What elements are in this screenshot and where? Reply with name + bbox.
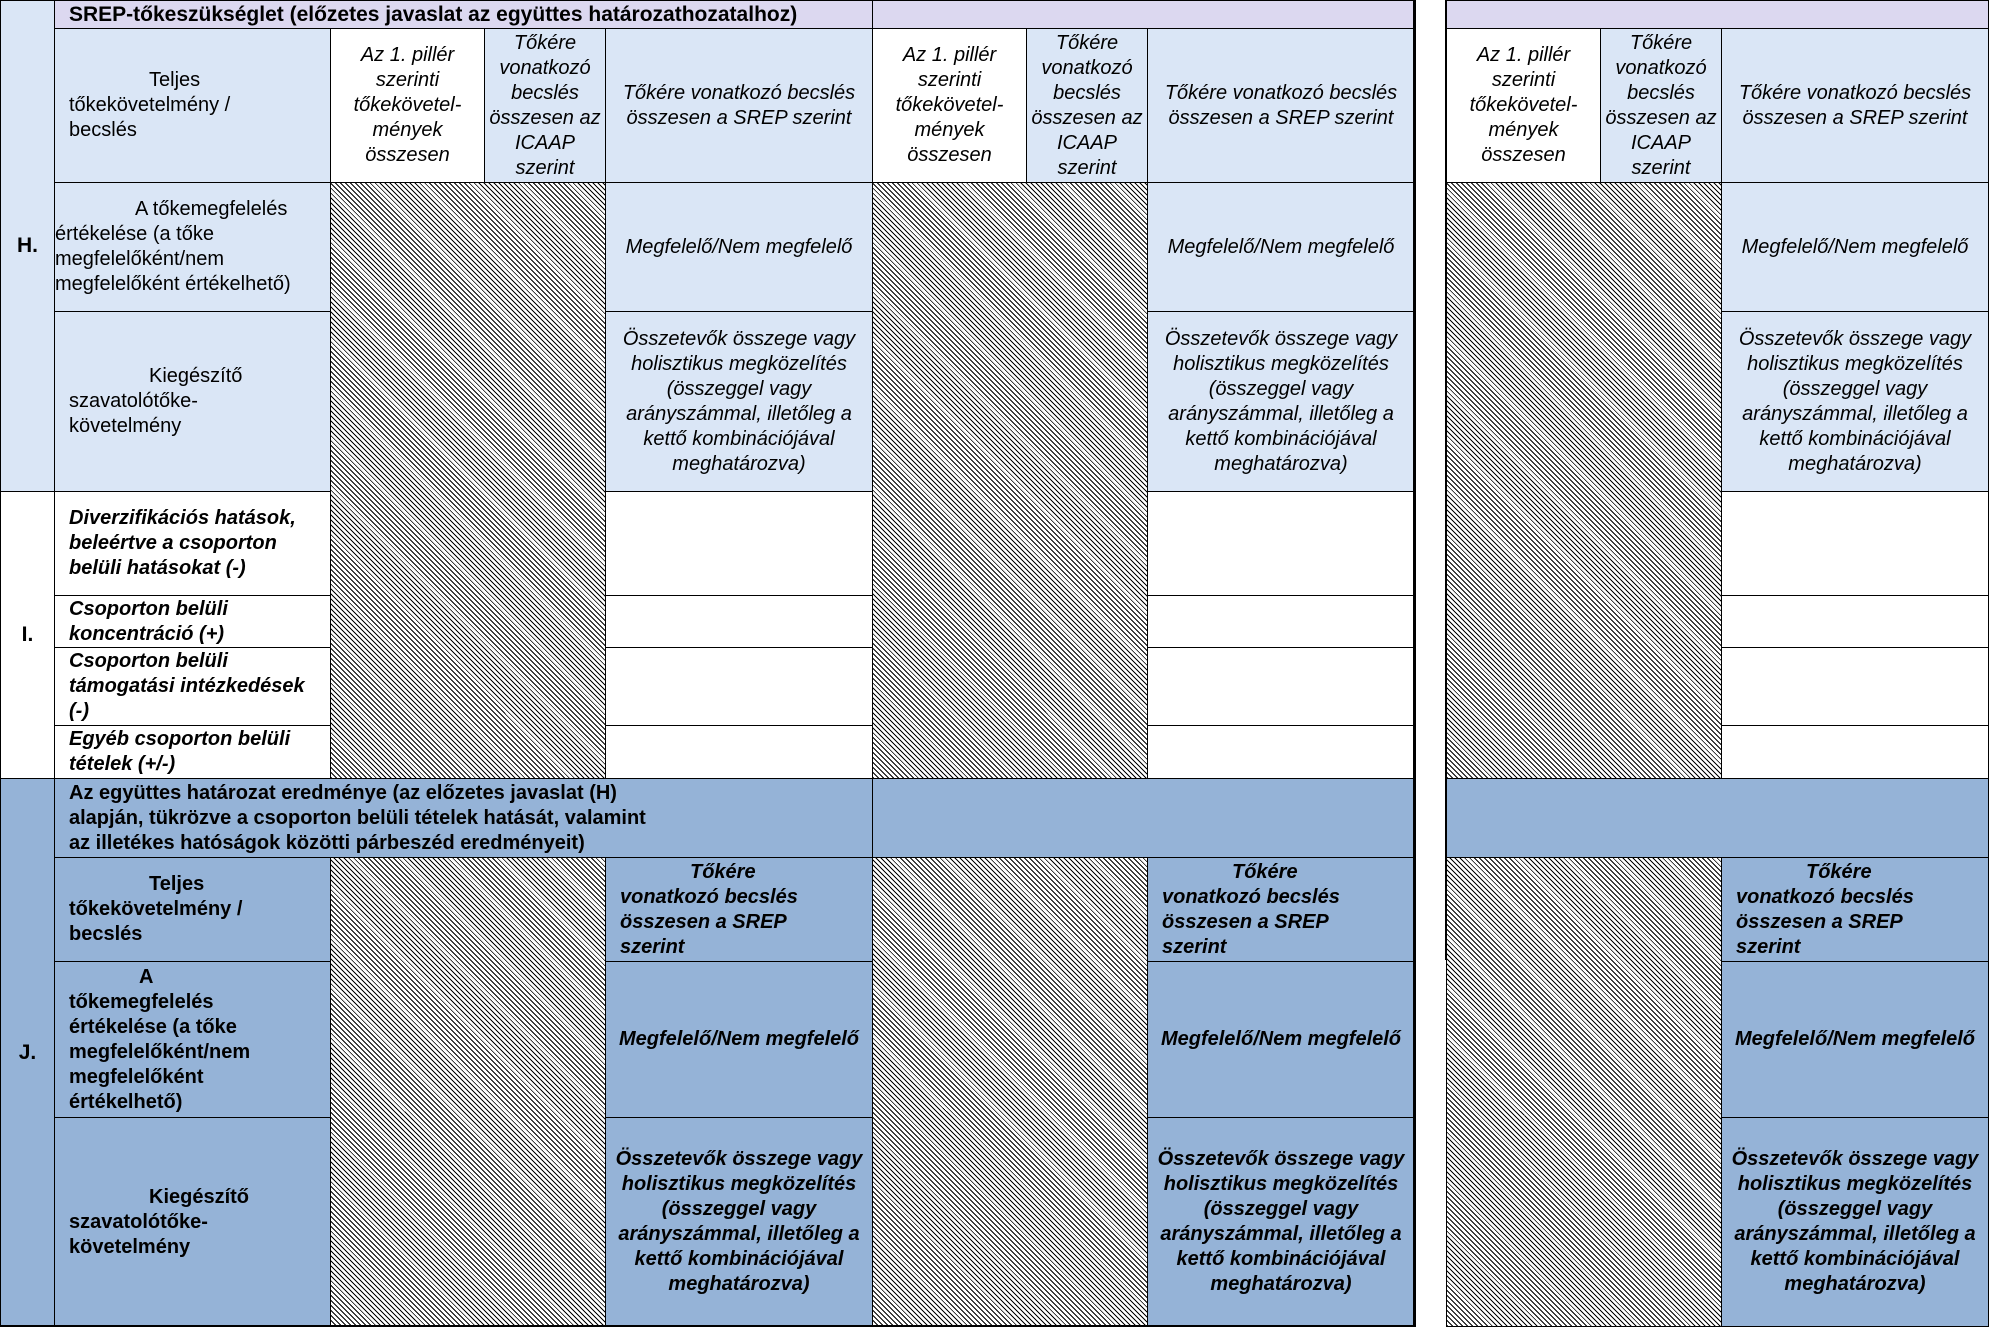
group-separator-line xyxy=(1413,0,1416,1327)
h-additional-value-g1: Összetevők összege vagy holisztikus megközelítés (összeggel vagy arányszámmal, illetőleg a kettő kombinációjával meghatározva) xyxy=(605,311,873,492)
h-col-icaap-g3: Tőkére vonatkozó becslés összesen az ICAAP szerint xyxy=(1600,28,1722,183)
h-col-srep-g1: Tőkére vonatkozó becslés összesen a SREP szerint xyxy=(605,28,873,183)
i-value-cell xyxy=(1147,595,1415,648)
j-srep-value-g2: Tőkére vonatkozó becslés összesen a SREP szerint xyxy=(1147,857,1415,962)
title-spacer-group2 xyxy=(872,0,1414,29)
h-col-icaap-g1: Tőkére vonatkozó becslés összesen az ICAAP szerint xyxy=(484,28,606,183)
j-additional-value-g3: Összetevők összege vagy holisztikus megközelítés (összeggel vagy arányszámmal, illetőleg a kettő kombinációjával meghatározva) xyxy=(1721,1117,1989,1327)
i-value-cell xyxy=(1147,725,1415,779)
h-adequacy-value-g2: Megfelelő/Nem megfelelő xyxy=(1147,182,1415,312)
h-col-pillar1-g2: Az 1. pillér szerinti tőkekövetel-mények összesen xyxy=(872,28,1027,183)
h-total-label: Teljes tőkekövetelmény / becslés xyxy=(54,28,331,183)
hatched-block-g2-upper xyxy=(872,182,1148,779)
i-value-cell xyxy=(1721,725,1989,779)
hatched-block-g3-lower xyxy=(1446,857,1722,1327)
i-value-cell xyxy=(1721,647,1989,726)
table-title: SREP-tőkeszükséglet (előzetes javaslat az együttes határozathozatalhoz) xyxy=(54,0,873,29)
i-row-other: Egyéb csoporton belüli tételek (+/-) xyxy=(54,725,331,779)
i-value-cell xyxy=(605,647,873,726)
h-adequacy-value-g1: Megfelelő/Nem megfelelő xyxy=(605,182,873,312)
group-separator-line xyxy=(1445,0,1447,960)
i-value-cell xyxy=(1721,491,1989,596)
hatched-block-g1-upper xyxy=(330,182,606,779)
j-adequacy-value-g2: Megfelelő/Nem megfelelő xyxy=(1147,961,1415,1118)
i-value-cell xyxy=(1147,647,1415,726)
j-additional-label: Kiegészítő szavatolótőke-követelmény xyxy=(54,1117,331,1327)
section-letter-i: I. xyxy=(0,491,55,779)
i-value-cell xyxy=(1721,595,1989,648)
h-col-pillar1-g1: Az 1. pillér szerinti tőkekövetel-mények összesen xyxy=(330,28,485,183)
j-total-label: Teljes tőkekövetelmény / becslés xyxy=(54,857,331,962)
h-adequacy-label: A tőkemegfelelés értékelése (a tőke megfelelőként/nem megfelelőként értékelhető) xyxy=(54,182,331,312)
i-value-cell xyxy=(605,491,873,596)
hatched-block-g3-upper xyxy=(1446,182,1722,779)
i-row-diversification: Diverzifikációs hatások, beleértve a csoporton belüli hatásokat (-) xyxy=(54,491,331,596)
h-col-icaap-g2: Tőkére vonatkozó becslés összesen az ICAAP szerint xyxy=(1026,28,1148,183)
title-spacer-group3 xyxy=(1446,0,1989,29)
i-value-cell xyxy=(605,725,873,779)
section-letter-j: J. xyxy=(0,778,55,1327)
j-adequacy-value-g1: Megfelelő/Nem megfelelő xyxy=(605,961,873,1118)
j-srep-value-g1: Tőkére vonatkozó becslés összesen a SREP szerint xyxy=(605,857,873,962)
j-srep-value-g3: Tőkére vonatkozó becslés összesen a SREP szerint xyxy=(1721,857,1989,962)
i-value-cell xyxy=(605,595,873,648)
section-letter-h: H. xyxy=(0,0,55,492)
j-title-spacer-g2 xyxy=(872,778,1415,858)
h-col-srep-g3: Tőkére vonatkozó becslés összesen a SREP szerint xyxy=(1721,28,1989,183)
j-adequacy-label: A tőkemegfelelés értékelése (a tőke megfelelőként/nem megfelelőként értékelhető) xyxy=(54,961,331,1118)
i-row-support: Csoporton belüli támogatási intézkedések (-) xyxy=(54,647,331,726)
h-adequacy-value-g3: Megfelelő/Nem megfelelő xyxy=(1721,182,1989,312)
hatched-block-g2-lower xyxy=(872,857,1148,1327)
h-additional-value-g2: Összetevők összege vagy holisztikus megközelítés (összeggel vagy arányszámmal, illetőleg a kettő kombinációjával meghatározva) xyxy=(1147,311,1415,492)
hatched-block-g1-lower xyxy=(330,857,606,1327)
h-col-srep-g2: Tőkére vonatkozó becslés összesen a SREP szerint xyxy=(1147,28,1415,183)
j-additional-value-g1: Összetevők összege vagy holisztikus megközelítés (összeggel vagy arányszámmal, illetőleg a kettő kombinációjával meghatározva) xyxy=(605,1117,873,1327)
i-value-cell xyxy=(1147,491,1415,596)
h-additional-label: Kiegészítő szavatolótőke-követelmény xyxy=(54,311,331,492)
j-title-spacer-g3 xyxy=(1446,778,1989,858)
i-row-concentration: Csoporton belüli koncentráció (+) xyxy=(54,595,331,648)
j-additional-value-g2: Összetevők összege vagy holisztikus megközelítés (összeggel vagy arányszámmal, illetőleg a kettő kombinációjával meghatározva) xyxy=(1147,1117,1415,1327)
j-adequacy-value-g3: Megfelelő/Nem megfelelő xyxy=(1721,961,1989,1118)
h-col-pillar1-g3: Az 1. pillér szerinti tőkekövetel-mények összesen xyxy=(1446,28,1601,183)
h-additional-value-g3: Összetevők összege vagy holisztikus megközelítés (összeggel vagy arányszámmal, illetőleg a kettő kombinációjával meghatározva) xyxy=(1721,311,1989,492)
j-title: Az együttes határozat eredménye (az előzetes javaslat (H) alapján, tükrözve a csoporton belüli tételek hatását, valamint az illetékes hatóságok közötti párbeszéd eredményeit) xyxy=(54,778,873,858)
